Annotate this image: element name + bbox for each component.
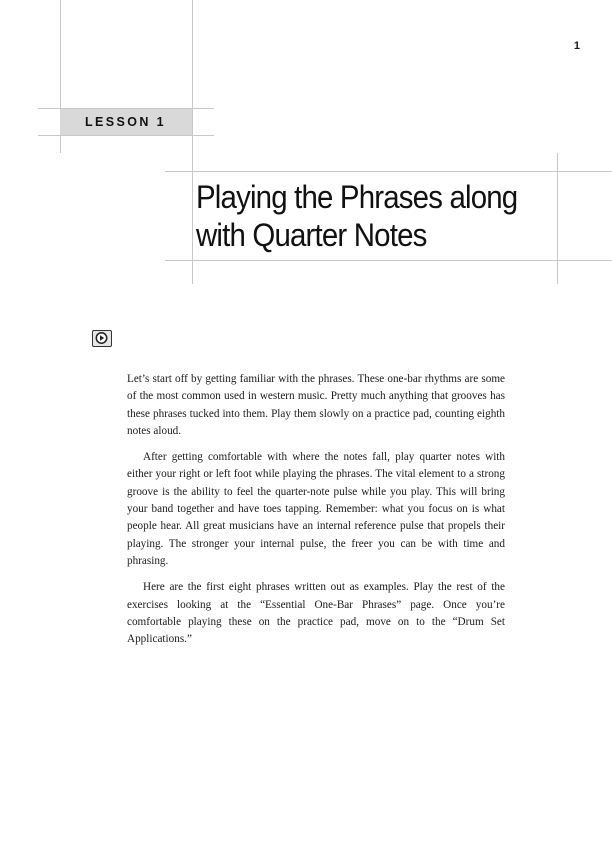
chapter-title-line-1: Playing the Phrases along xyxy=(196,179,518,215)
chapter-title-line-2: with Quarter Notes xyxy=(196,217,427,253)
body-paragraph-2: After getting comfortable with where the notes fall, play quarter notes with either your right or left foot while playing the phrases. The vital element to a strong groove is the ability to feel the quarter-note pulse while you play. This will bring your band together and have toes tapping. Remember: what you focus on is what people hear. All great musicians have an internal reference pulse that propels their playing. The stronger your internal pulse, the freer you can be with time and phrasing. xyxy=(127,451,505,567)
video-play-icon[interactable] xyxy=(92,330,112,347)
frame-rule-title-top xyxy=(165,171,612,172)
chapter-title xyxy=(196,178,518,254)
body-paragraph-3: Here are the first eight phrases written out as examples. Play the rest of the exercises looking at the “Essential One-Bar Phrases” page. Once you’re comfortable playing these on the practice pad, move on to the “Drum Set Applications.” xyxy=(127,581,505,646)
frame-rule-title-bottom xyxy=(165,260,612,261)
play-icon xyxy=(93,331,110,345)
body-text xyxy=(127,371,505,657)
frame-rule-lesson-bottom xyxy=(38,135,214,136)
page-number: 1 xyxy=(573,40,580,52)
body-paragraph-1: Let’s start off by getting familiar with the phrases. These one-bar rhythms are some of the most common used in western music. Pretty much anything that grooves has these phrases tucked into them. Play them slowly on a practice pad, counting eighth notes aloud. xyxy=(127,373,505,437)
frame-rule-right-vertical xyxy=(557,153,558,284)
frame-rule-mid-vertical xyxy=(192,0,193,284)
lesson-label: LESSON 1 xyxy=(85,115,167,129)
